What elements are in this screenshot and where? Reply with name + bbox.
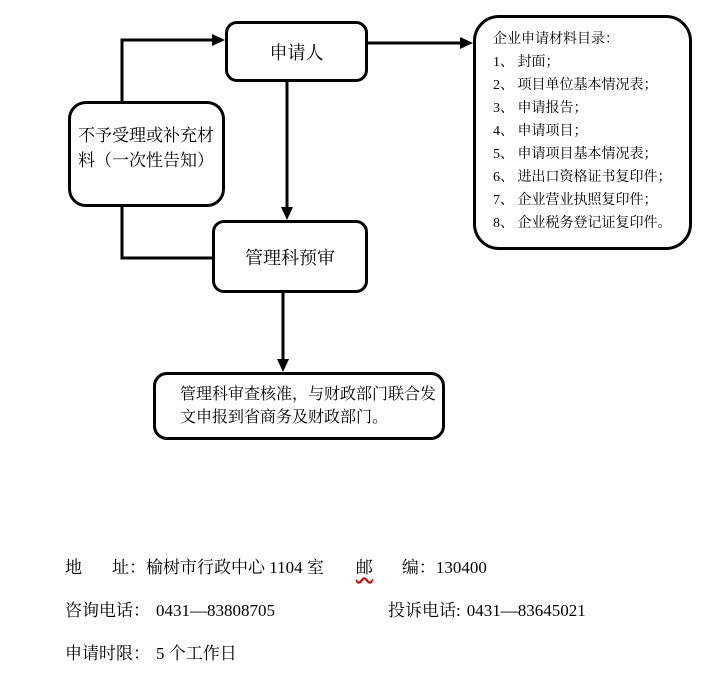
complaint-phone-label: 投诉电话: (388, 601, 461, 620)
complaint-phone (388, 596, 586, 621)
phones-line (65, 596, 665, 621)
preaudit-label: 管理科预审 (245, 247, 335, 268)
inquiry-phone-label: 咨询电话： (65, 601, 150, 620)
materials-title: 企业申请材料目录： (493, 32, 619, 47)
materials-box (473, 15, 692, 250)
materials-item: 8、 企业税务登记证复印件。 (493, 216, 672, 231)
inquiry-phone-value: 0431—83808705 (156, 601, 275, 620)
reject-label: 不予受理或补充材料（一次性告知） (78, 126, 214, 170)
approval-label: 管理科审查核准，与财政部门联合发文申报到省商务及财政部门。 (180, 386, 437, 426)
connector-preaudit-to-reject (122, 205, 212, 258)
address-value: 榆树市行政中心 1104 室 (146, 558, 324, 577)
applicant-box (225, 21, 368, 82)
address-label-char1: 地 (65, 558, 82, 577)
complaint-phone-value: 0431—83645021 (466, 601, 586, 620)
applicant-label: 申请人 (269, 42, 324, 63)
materials-item: 1、 封面； (493, 55, 560, 70)
materials-item: 5、 申请项目基本情况表； (493, 147, 658, 162)
materials-item: 3、 申请报告； (493, 101, 588, 116)
approval-box (153, 372, 445, 440)
address-label-char2: 址： (112, 558, 146, 577)
time-limit-line (65, 639, 237, 664)
postal-label-char2: 编： (401, 558, 436, 577)
postal-value: 130400 (435, 558, 487, 577)
postal-label-char1: 邮 (355, 558, 373, 577)
connector-reject-to-applicant (122, 40, 212, 101)
address-line (65, 553, 487, 578)
arrowhead-into-approval (277, 359, 289, 372)
arrowhead-into-materials (460, 37, 473, 49)
time-limit-label: 申请时限： (65, 644, 150, 663)
time-limit-value: 5 个工作日 (156, 644, 237, 663)
preaudit-box (212, 220, 368, 293)
arrowhead-into-applicant (212, 34, 225, 46)
materials-item: 6、 进出口资格证书复印件； (493, 170, 672, 185)
materials-item: 7、 企业营业执照复印件； (493, 193, 658, 208)
materials-item: 4、 申请项目； (493, 124, 588, 139)
materials-item: 2、 项目单位基本情况表； (493, 78, 658, 93)
reject-box (68, 101, 225, 207)
materials-list (493, 51, 687, 235)
arrowhead-into-preaudit (281, 207, 293, 220)
